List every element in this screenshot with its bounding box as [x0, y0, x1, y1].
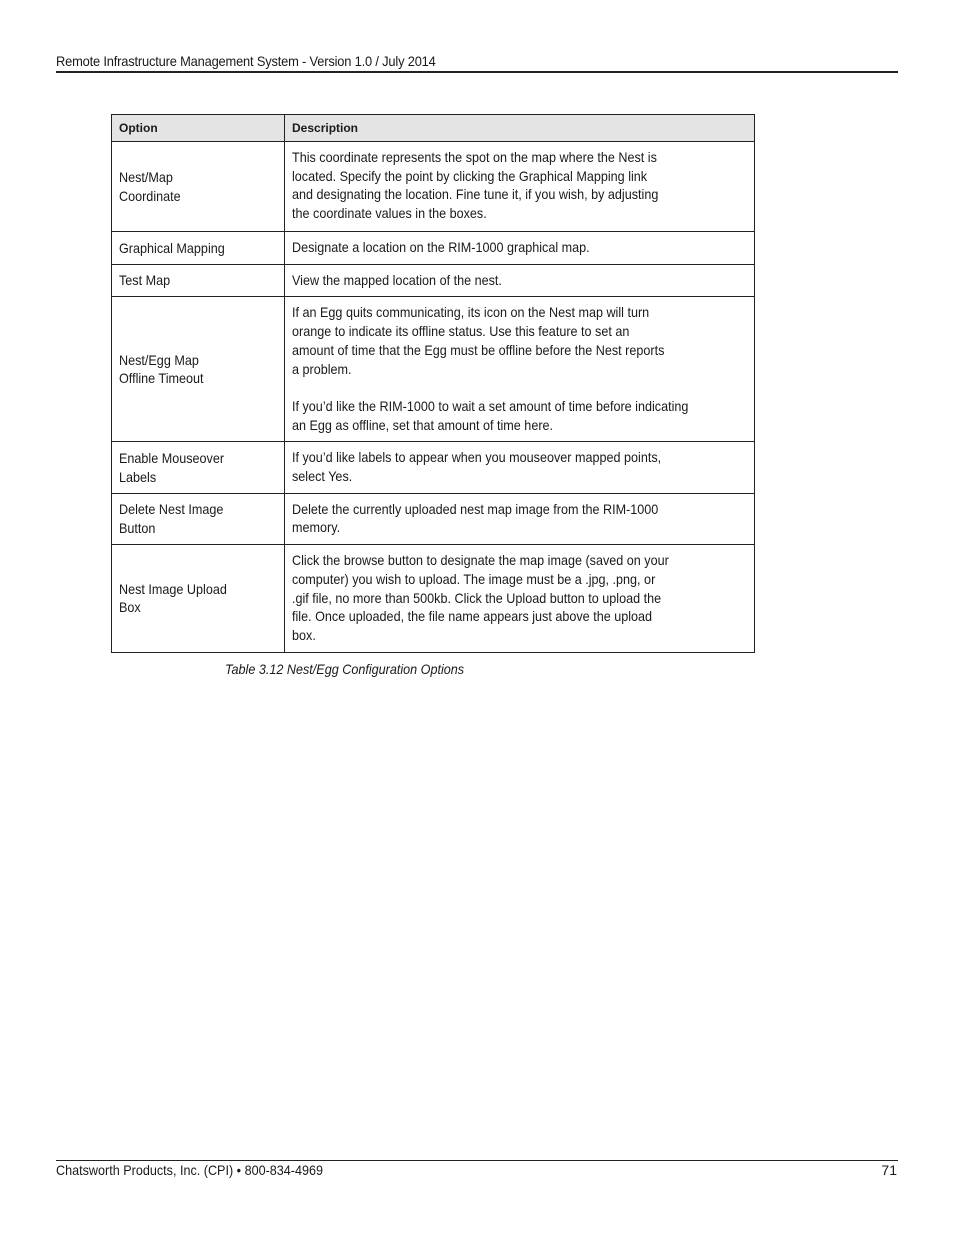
- option-label: Nest/Map Coordinate: [119, 168, 181, 204]
- footer-divider: [56, 1160, 898, 1161]
- option-cell: [112, 264, 285, 297]
- description-cell: [285, 493, 755, 544]
- description-cell: [285, 232, 755, 265]
- page-header-title: Remote Infrastructure Management System - Version 1.0 / July 2014: [56, 53, 436, 69]
- table-row: [112, 142, 755, 232]
- description-text: This coordinate represents the spot on the map where the Nest is located. Specify the point by clicking the Graphical Mapping link and designating the location. Fine tune it, if you wish, by adjusting the coordinate values in the boxes.: [292, 149, 659, 222]
- option-label: Enable Mouseover Labels: [119, 449, 225, 485]
- option-cell: [112, 142, 285, 232]
- option-label: Test Map: [119, 272, 171, 289]
- footer-company-info: Chatsworth Products, Inc. (CPI) • 800-834-4969: [56, 1162, 324, 1178]
- table-caption: Table 3.12 Nest/Egg Configuration Options: [225, 661, 465, 677]
- table-row: [112, 442, 755, 493]
- description-cell: [285, 545, 755, 653]
- nest-egg-config-table: [111, 114, 755, 653]
- description-cell: [285, 442, 755, 493]
- table-row: [112, 297, 755, 442]
- option-cell: [112, 297, 285, 442]
- column-header-option: Option: [112, 115, 285, 142]
- table-header-row: [112, 115, 755, 142]
- option-label: Nest Image Upload Box: [119, 580, 227, 616]
- table-row: [112, 545, 755, 653]
- option-cell: [112, 442, 285, 493]
- description-cell: [285, 142, 755, 232]
- description-text: Click the browse button to designate the map image (saved on your computer) you wish to upload. The image must be a .jpg, .png, or .gif file, no more than 500kb. Click the Upload button to upload the file. Once uploaded, the file name appears just above the upload box.: [292, 552, 669, 643]
- description-cell: [285, 297, 755, 442]
- table-row: [112, 232, 755, 265]
- table-row: [112, 493, 755, 544]
- description-text: Designate a location on the RIM-1000 graphical map.: [292, 239, 590, 255]
- header-divider: [56, 71, 898, 73]
- option-label: Nest/Egg Map Offline Timeout: [119, 351, 204, 387]
- description-text: Delete the currently uploaded nest map image from the RIM-1000 memory.: [292, 500, 659, 536]
- option-cell: [112, 232, 285, 265]
- description-text: If you’d like labels to appear when you mouseover mapped points, select Yes.: [292, 449, 662, 485]
- table-row: [112, 264, 755, 297]
- description-text: If an Egg quits communicating, its icon on the Nest map will turn orange to indicate its offline status. Use this feature to set an amount of time that the Egg must be offline before the Nest reports a problem. If you’d like the RIM-1000 to wait a set amount of time before indicating an Egg as offline, set that amount of time here.: [292, 304, 689, 433]
- description-text: View the mapped location of the nest.: [292, 271, 502, 288]
- page-number: 71: [881, 1162, 897, 1178]
- option-label: Graphical Mapping: [119, 239, 225, 256]
- option-cell: [112, 493, 285, 544]
- column-header-description: Description: [285, 115, 755, 142]
- option-label: Delete Nest Image Button: [119, 501, 224, 536]
- option-cell: [112, 545, 285, 653]
- description-cell: [285, 264, 755, 297]
